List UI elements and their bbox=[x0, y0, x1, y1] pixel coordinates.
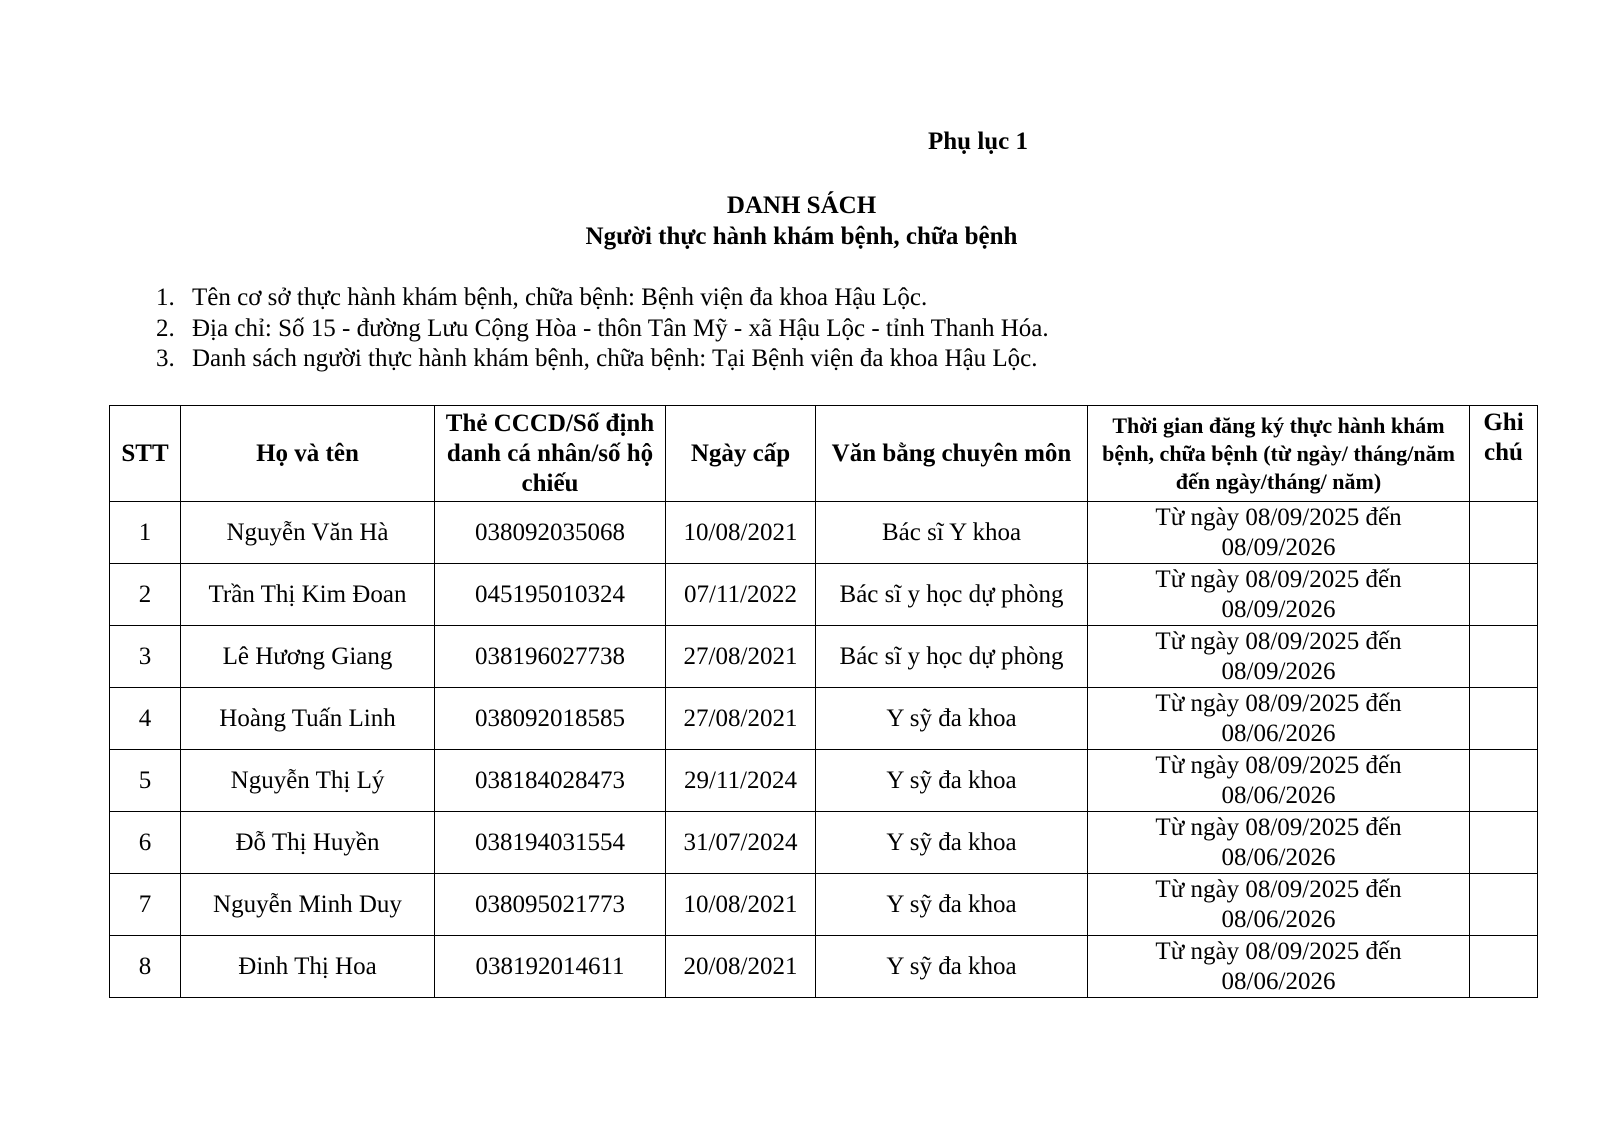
header-stt: STT bbox=[110, 406, 181, 502]
period-to: 08/06/2026 bbox=[1221, 905, 1336, 933]
period-from: Từ ngày 08/09/2025 đến bbox=[1155, 813, 1402, 841]
table-row bbox=[110, 812, 1538, 874]
cell-period bbox=[1088, 874, 1470, 936]
cell-degree: Y sỹ đa khoa bbox=[816, 688, 1088, 750]
cell-name: Trần Thị Kim Đoan bbox=[181, 564, 435, 626]
cell-degree: Bác sĩ y học dự phòng bbox=[816, 564, 1088, 626]
period-from: Từ ngày 08/09/2025 đến bbox=[1155, 565, 1402, 593]
cell-id: 038194031554 bbox=[435, 812, 666, 874]
cell-note bbox=[1470, 936, 1538, 998]
document-subtitle: Người thực hành khám bệnh, chữa bệnh bbox=[585, 223, 1018, 250]
info-number: 3. bbox=[156, 345, 175, 372]
table-row bbox=[110, 936, 1538, 998]
cell-stt: 2 bbox=[110, 564, 181, 626]
table-body bbox=[110, 502, 1538, 998]
table-row bbox=[110, 688, 1538, 750]
cell-id: 038092018585 bbox=[435, 688, 666, 750]
header-degree: Văn bằng chuyên môn bbox=[816, 406, 1088, 502]
period-to: 08/06/2026 bbox=[1221, 719, 1336, 747]
cell-name: Nguyễn Thị Lý bbox=[181, 750, 435, 812]
info-list bbox=[156, 283, 1049, 375]
header-note: Ghi chú bbox=[1470, 406, 1538, 502]
cell-degree: Y sỹ đa khoa bbox=[816, 874, 1088, 936]
cell-stt: 3 bbox=[110, 626, 181, 688]
address-text: Địa chỉ: Số 15 - đường Lưu Cộng Hòa - thôn Tân Mỹ - xã Hậu Lộc - tỉnh Thanh Hóa. bbox=[192, 314, 1049, 342]
table-row bbox=[110, 564, 1538, 626]
cell-id: 038196027738 bbox=[435, 626, 666, 688]
period-to: 08/09/2026 bbox=[1221, 533, 1336, 561]
cell-id: 038092035068 bbox=[435, 502, 666, 564]
cell-id: 038192014611 bbox=[435, 936, 666, 998]
period-from: Từ ngày 08/09/2025 đến bbox=[1155, 627, 1402, 655]
cell-name: Lê Hương Giang bbox=[181, 626, 435, 688]
cell-stt: 8 bbox=[110, 936, 181, 998]
cell-issue-date: 27/08/2021 bbox=[666, 626, 816, 688]
header-name: Họ và tên bbox=[181, 406, 435, 502]
cell-period bbox=[1088, 750, 1470, 812]
cell-note bbox=[1470, 688, 1538, 750]
cell-note bbox=[1470, 564, 1538, 626]
cell-note bbox=[1470, 626, 1538, 688]
cell-period bbox=[1088, 502, 1470, 564]
appendix-title: Phụ lục 1 bbox=[928, 128, 1029, 155]
cell-degree: Bác sĩ y học dự phòng bbox=[816, 626, 1088, 688]
header-period: Thời gian đăng ký thực hành khám bệnh, chữa bệnh (từ ngày/ tháng/năm đến ngày/tháng/ năm) bbox=[1088, 406, 1470, 502]
cell-note bbox=[1470, 502, 1538, 564]
cell-issue-date: 27/08/2021 bbox=[666, 688, 816, 750]
cell-degree: Bác sĩ Y khoa bbox=[816, 502, 1088, 564]
cell-period bbox=[1088, 626, 1470, 688]
facility-name-text: Tên cơ sở thực hành khám bệnh, chữa bệnh: Bệnh viện đa khoa Hậu Lộc. bbox=[192, 284, 928, 311]
info-item bbox=[156, 344, 1049, 375]
cell-name: Hoàng Tuấn Linh bbox=[181, 688, 435, 750]
cell-id: 045195010324 bbox=[435, 564, 666, 626]
cell-period bbox=[1088, 688, 1470, 750]
info-item bbox=[156, 283, 1049, 314]
period-to: 08/06/2026 bbox=[1221, 843, 1336, 871]
cell-issue-date: 20/08/2021 bbox=[666, 936, 816, 998]
period-to: 08/09/2026 bbox=[1221, 657, 1336, 685]
header-id: Thẻ CCCD/Số định danh cá nhân/số hộ chiếu bbox=[435, 406, 666, 502]
cell-period bbox=[1088, 812, 1470, 874]
cell-degree: Y sỹ đa khoa bbox=[816, 812, 1088, 874]
cell-name: Đinh Thị Hoa bbox=[181, 936, 435, 998]
practitioner-list-text: Danh sách người thực hành khám bệnh, chữa bệnh: Tại Bệnh viện đa khoa Hậu Lộc. bbox=[192, 345, 1038, 372]
table-row bbox=[110, 626, 1538, 688]
cell-issue-date: 10/08/2021 bbox=[666, 502, 816, 564]
period-to: 08/09/2026 bbox=[1221, 595, 1336, 623]
cell-stt: 5 bbox=[110, 750, 181, 812]
cell-issue-date: 31/07/2024 bbox=[666, 812, 816, 874]
cell-note bbox=[1470, 750, 1538, 812]
cell-stt: 7 bbox=[110, 874, 181, 936]
cell-name: Đỗ Thị Huyền bbox=[181, 812, 435, 874]
cell-name: Nguyễn Minh Duy bbox=[181, 874, 435, 936]
document-title: DANH SÁCH bbox=[726, 192, 877, 219]
table-row bbox=[110, 874, 1538, 936]
period-from: Từ ngày 08/09/2025 đến bbox=[1155, 937, 1402, 965]
cell-degree: Y sỹ đa khoa bbox=[816, 750, 1088, 812]
cell-period bbox=[1088, 936, 1470, 998]
period-to: 08/06/2026 bbox=[1221, 781, 1336, 809]
table-row bbox=[110, 502, 1538, 564]
info-item bbox=[156, 314, 1049, 345]
header-issue-date: Ngày cấp bbox=[666, 406, 816, 502]
practitioner-table bbox=[109, 405, 1538, 998]
period-from: Từ ngày 08/09/2025 đến bbox=[1155, 875, 1402, 903]
period-from: Từ ngày 08/09/2025 đến bbox=[1155, 689, 1402, 717]
cell-id: 038184028473 bbox=[435, 750, 666, 812]
cell-name: Nguyễn Văn Hà bbox=[181, 502, 435, 564]
cell-period bbox=[1088, 564, 1470, 626]
cell-issue-date: 29/11/2024 bbox=[666, 750, 816, 812]
cell-note bbox=[1470, 874, 1538, 936]
period-to: 08/06/2026 bbox=[1221, 967, 1336, 995]
period-from: Từ ngày 08/09/2025 đến bbox=[1155, 503, 1402, 531]
cell-issue-date: 07/11/2022 bbox=[666, 564, 816, 626]
table-row bbox=[110, 750, 1538, 812]
cell-id: 038095021773 bbox=[435, 874, 666, 936]
table-header-row bbox=[110, 406, 1538, 502]
info-number: 2. bbox=[156, 314, 175, 342]
cell-stt: 4 bbox=[110, 688, 181, 750]
cell-issue-date: 10/08/2021 bbox=[666, 874, 816, 936]
cell-note bbox=[1470, 812, 1538, 874]
period-from: Từ ngày 08/09/2025 đến bbox=[1155, 751, 1402, 779]
cell-stt: 6 bbox=[110, 812, 181, 874]
cell-degree: Y sỹ đa khoa bbox=[816, 936, 1088, 998]
cell-stt: 1 bbox=[110, 502, 181, 564]
info-number: 1. bbox=[156, 284, 175, 311]
